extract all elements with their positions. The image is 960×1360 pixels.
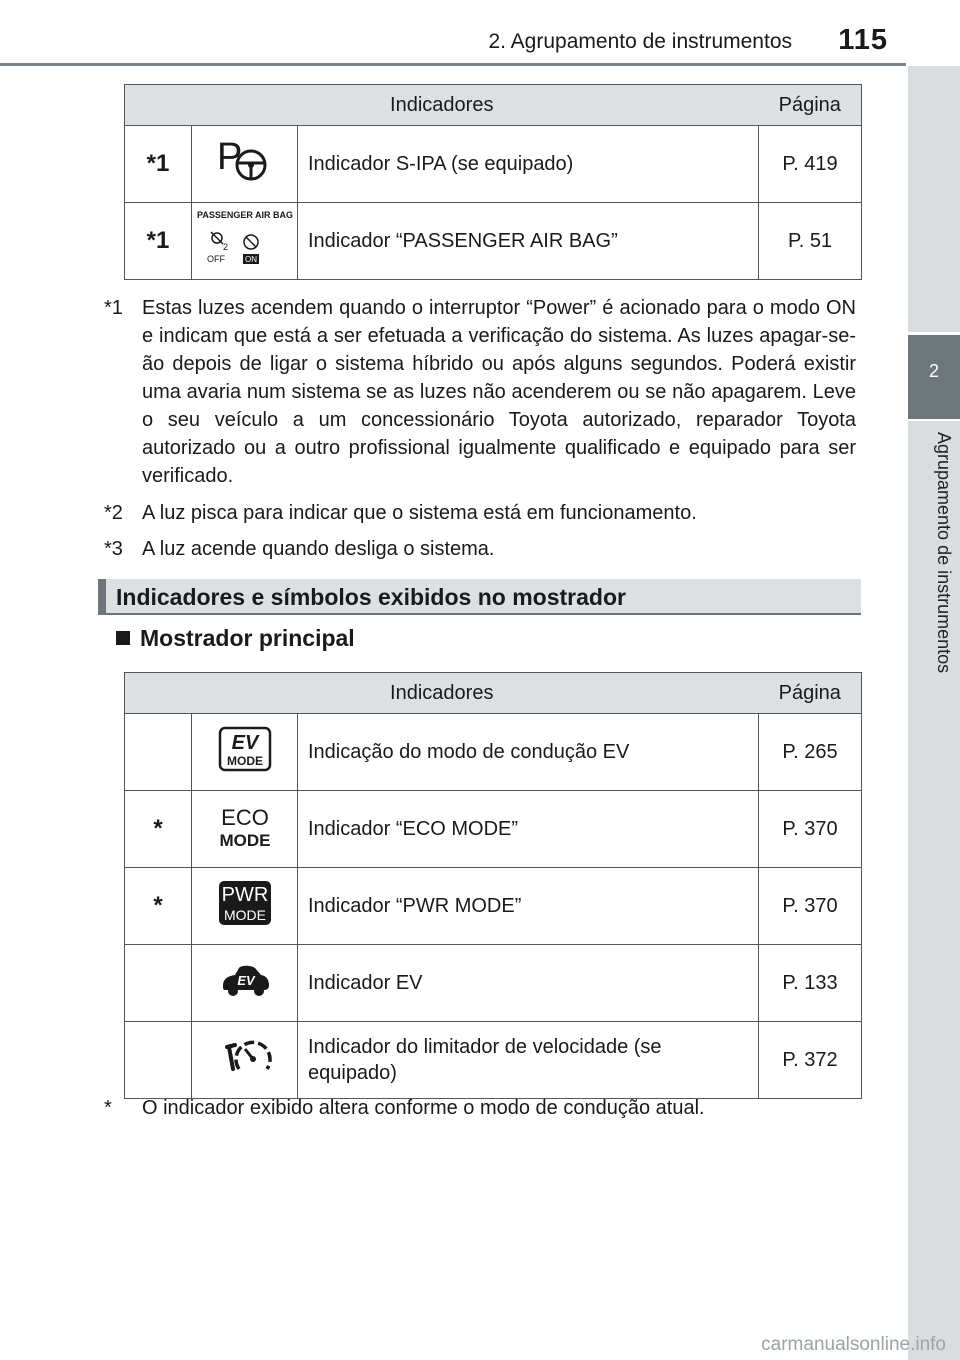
row-mark: *1 [125,203,192,280]
ev-indicator-icon [192,945,298,1022]
indicator-table-2 [124,672,862,1099]
indicator-table-1 [124,84,862,280]
eco-mode-icon [192,791,298,868]
row-description: Indicador “PWR MODE” [298,868,759,945]
note-text: A luz pisca para indicar que o sistema está em funcionamento. [142,502,697,524]
table-header-row [125,673,862,714]
footnote-mark: * [104,1097,112,1119]
header-title: 2. Agrupamento de instrumentos [488,30,792,53]
row-description: Indicador do limitador de velocidade (se equipado) [298,1022,759,1099]
row-page: P. 133 [759,945,862,1022]
ev-mode-icon [192,714,298,791]
ev-mode-icon-text: EV [231,732,258,754]
subsection-title: Mostrador principal [140,625,355,651]
pwr-mode-icon [192,868,298,945]
subsection-heading [116,625,355,652]
row-description: Indicador “ECO MODE” [298,791,759,868]
eco-mode-icon-text: ECO [220,805,269,830]
table-row [125,791,862,868]
note-2 [104,499,856,527]
air-bag-off-label: OFF [206,254,225,264]
row-mark [125,945,192,1022]
table-header-row [125,85,862,126]
row-description: Indicador S-IPA (se equipado) [298,126,759,203]
s-ipa-indicator-icon [192,126,298,203]
note-mark: *3 [104,538,123,560]
note-3 [104,535,856,563]
page-header [0,0,960,66]
air-bag-icon-label: PASSENGER AIR BAG [196,210,293,220]
row-page: P. 51 [759,203,862,280]
row-mark: * [125,868,192,945]
section-heading [98,579,861,615]
row-page: P. 370 [759,868,862,945]
footnote-text: O indicador exibido altera conforme o modo de condução atual. [142,1097,705,1119]
row-mark: *1 [125,126,192,203]
svg-text:2: 2 [222,242,228,252]
section-title: Indicadores e símbolos exibidos no mostrador [116,584,626,610]
ev-mode-icon-sub: MODE [226,754,263,768]
ev-indicator-icon-text: EV [236,973,255,988]
square-bullet-icon [116,631,130,645]
header-indicadores: Indicadores [125,85,759,126]
table-row [125,945,862,1022]
note-text: A luz acende quando desliga o sistema. [142,538,495,560]
row-description: Indicação do modo de condução EV [298,714,759,791]
table-row [125,868,862,945]
table-row [125,126,862,203]
svg-text:P: P [216,136,242,178]
row-mark [125,714,192,791]
row-description: Indicador “PASSENGER AIR BAG” [298,203,759,280]
header-pagina: Página [759,673,862,714]
chapter-tab: 2 [908,335,960,419]
row-mark: * [125,791,192,868]
watermark: carmanualsonline.info [761,1334,946,1355]
passenger-air-bag-indicator-icon [192,203,298,280]
speed-limiter-icon [192,1022,298,1099]
side-tab-top [908,66,960,332]
note-text: Estas luzes acendem quando o interruptor “Power” é acionado para o modo ON e indicam que está a ser efetuada a verificação do sistema. As luzes apagar-se-ão depois de ligar o sistema híbrido ou após alguns segundos. Poderá existir uma avaria num sistema se as luzes não acenderem ou se não apagarem. Leve o seu veículo a um concessionário Toyota autorizado, reparador Toyota autorizado ou a outro profissional igualmente qualificado e equipado para ser verificado. [142,297,856,487]
row-page: P. 265 [759,714,862,791]
row-page: P. 372 [759,1022,862,1099]
table-row [125,714,862,791]
page-number: 115 [838,24,888,56]
air-bag-on-label: ON [244,255,257,264]
pwr-mode-icon-sub: MODE [223,907,266,923]
table-row [125,1022,862,1099]
note-mark: *1 [104,297,123,319]
header-pagina: Página [759,85,862,126]
footnote [104,1094,856,1122]
note-1 [104,294,856,490]
pwr-mode-icon-text: PWR [221,884,268,906]
row-page: P. 419 [759,126,862,203]
chapter-label: Agrupamento de instrumentos [934,432,954,674]
note-mark: *2 [104,502,123,524]
row-description: Indicador EV [298,945,759,1022]
row-page: P. 370 [759,791,862,868]
header-rule [0,63,906,66]
row-mark [125,1022,192,1099]
table-row [125,203,862,280]
header-indicadores: Indicadores [125,673,759,714]
eco-mode-icon-sub: MODE [219,831,270,850]
